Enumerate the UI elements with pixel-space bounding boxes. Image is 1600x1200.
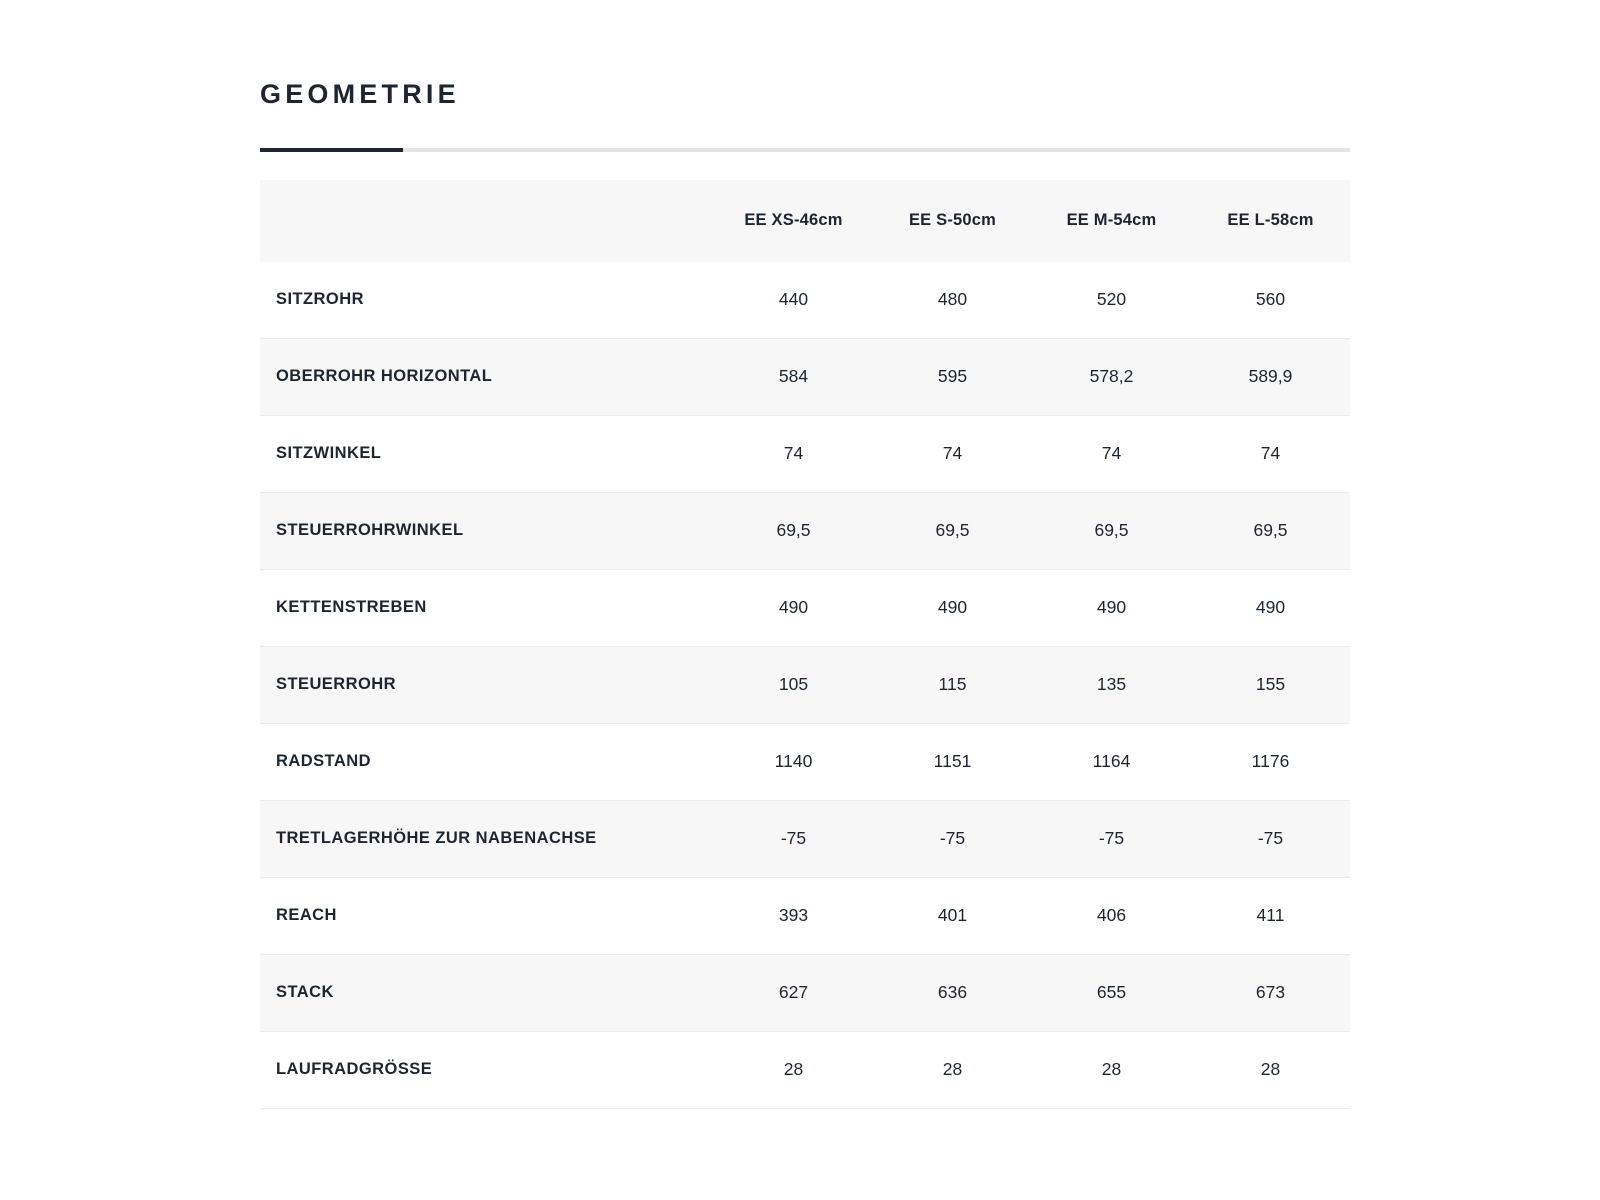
table-row [260, 262, 1350, 339]
cell-value: 74 [873, 415, 1032, 492]
cell-value: 69,5 [714, 492, 873, 569]
row-label: SITZROHR [260, 262, 714, 339]
cell-value: -75 [714, 800, 873, 877]
title-divider [260, 148, 1350, 152]
table-row [260, 646, 1350, 723]
cell-value: 490 [1191, 569, 1350, 646]
row-label: RADSTAND [260, 723, 714, 800]
column-header-size-s: EE S-50cm [873, 180, 1032, 262]
row-label: OBERROHR HORIZONTAL [260, 338, 714, 415]
row-label: REACH [260, 877, 714, 954]
cell-value: 578,2 [1032, 338, 1191, 415]
cell-value: 584 [714, 338, 873, 415]
row-label: LAUFRADGRÖSSE [260, 1031, 714, 1108]
cell-value: 520 [1032, 262, 1191, 339]
table-row [260, 415, 1350, 492]
page-title: GEOMETRIE [260, 79, 460, 109]
geometry-section [260, 80, 1350, 1109]
cell-value: 627 [714, 954, 873, 1031]
cell-value: 1151 [873, 723, 1032, 800]
table-row [260, 877, 1350, 954]
cell-value: 28 [873, 1031, 1032, 1108]
table-row [260, 800, 1350, 877]
row-label: STACK [260, 954, 714, 1031]
cell-value: 480 [873, 262, 1032, 339]
column-header-size-m: EE M-54cm [1032, 180, 1191, 262]
row-label: SITZWINKEL [260, 415, 714, 492]
table-row [260, 492, 1350, 569]
column-header-size-xs: EE XS-46cm [714, 180, 873, 262]
cell-value: 155 [1191, 646, 1350, 723]
row-label: TRETLAGERHÖHE ZUR NABENACHSE [260, 800, 714, 877]
cell-value: 69,5 [1032, 492, 1191, 569]
cell-value: 115 [873, 646, 1032, 723]
cell-value: 74 [1032, 415, 1191, 492]
column-header-label [260, 180, 714, 262]
table-row [260, 1031, 1350, 1108]
cell-value: 595 [873, 338, 1032, 415]
cell-value: 490 [873, 569, 1032, 646]
cell-value: 673 [1191, 954, 1350, 1031]
table-body [260, 262, 1350, 1109]
cell-value: 28 [1191, 1031, 1350, 1108]
cell-value: 560 [1191, 262, 1350, 339]
cell-value: 105 [714, 646, 873, 723]
cell-value: 74 [714, 415, 873, 492]
cell-value: 411 [1191, 877, 1350, 954]
title-divider-accent [260, 148, 403, 152]
cell-value: 490 [714, 569, 873, 646]
cell-value: 69,5 [1191, 492, 1350, 569]
cell-value: 69,5 [873, 492, 1032, 569]
cell-value: -75 [1191, 800, 1350, 877]
column-header-size-l: EE L-58cm [1191, 180, 1350, 262]
cell-value: 28 [1032, 1031, 1191, 1108]
geometry-table [260, 180, 1350, 1109]
cell-value: 1176 [1191, 723, 1350, 800]
table-header [260, 180, 1350, 262]
cell-value: 655 [1032, 954, 1191, 1031]
cell-value: -75 [873, 800, 1032, 877]
cell-value: -75 [1032, 800, 1191, 877]
cell-value: 74 [1191, 415, 1350, 492]
cell-value: 393 [714, 877, 873, 954]
row-label: STEUERROHR [260, 646, 714, 723]
cell-value: 636 [873, 954, 1032, 1031]
cell-value: 1140 [714, 723, 873, 800]
table-row [260, 954, 1350, 1031]
cell-value: 490 [1032, 569, 1191, 646]
cell-value: 135 [1032, 646, 1191, 723]
cell-value: 406 [1032, 877, 1191, 954]
cell-value: 440 [714, 262, 873, 339]
table-row [260, 723, 1350, 800]
table-header-row [260, 180, 1350, 262]
table-row [260, 569, 1350, 646]
cell-value: 401 [873, 877, 1032, 954]
cell-value: 1164 [1032, 723, 1191, 800]
table-row [260, 338, 1350, 415]
cell-value: 28 [714, 1031, 873, 1108]
row-label: STEUERROHRWINKEL [260, 492, 714, 569]
row-label: KETTENSTREBEN [260, 569, 714, 646]
cell-value: 589,9 [1191, 338, 1350, 415]
